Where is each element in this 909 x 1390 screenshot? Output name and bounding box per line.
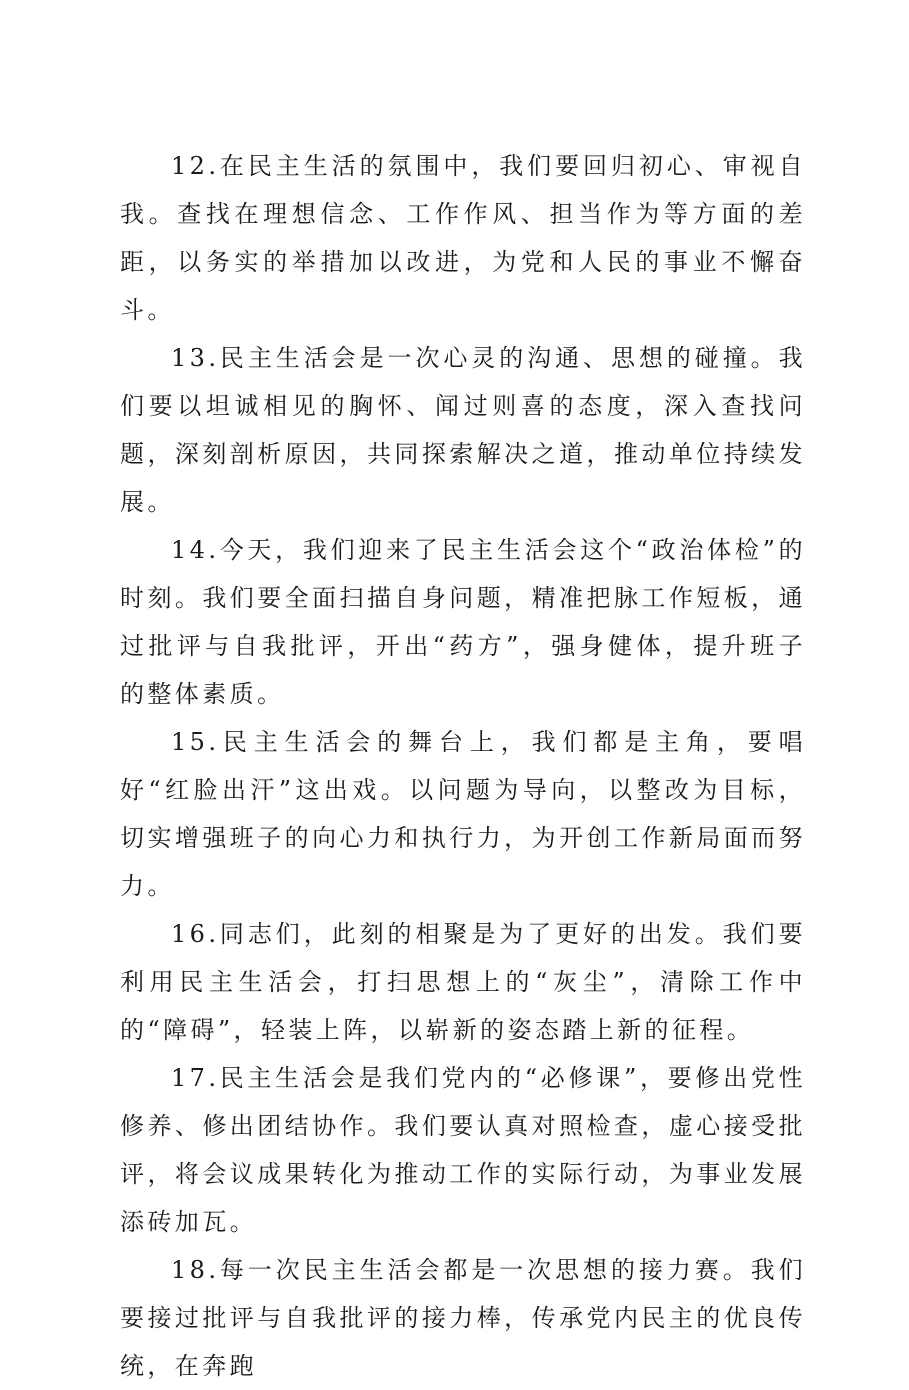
paragraph-12: [120, 142, 806, 334]
paragraph-number: 16.: [171, 920, 220, 948]
paragraph-text: 民主生活会的舞台上，我们都是主角，要唱好“红脸出汗”这出戏。以问题为导向，以整改为目标，切实增强班子的向心力和执行力，为开创工作新局面而努力。: [120, 728, 806, 900]
paragraph-number: 15.: [171, 728, 220, 756]
paragraph-number: 18.: [171, 1256, 220, 1284]
paragraph-text: 民主生活会是一次心灵的沟通、思想的碰撞。我们要以坦诚相见的胸怀、闻过则喜的态度，深入查找问题，深刻剖析原因，共同探索解决之道，推动单位持续发展。: [120, 344, 806, 516]
document-body: [120, 142, 806, 1390]
paragraph-13: [120, 334, 806, 526]
paragraph-number: 17.: [171, 1064, 220, 1092]
paragraph-text: 今天，我们迎来了民主生活会这个“政治体检”的时刻。我们要全面扫描自身问题，精准把脉工作短板，通过批评与自我批评，开出“药方”，强身健体，提升班子的整体素质。: [120, 536, 806, 708]
paragraph-text: 在民主生活的氛围中，我们要回归初心、审视自我。查找在理想信念、工作作风、担当作为等方面的差距，以务实的举措加以改进，为党和人民的事业不懈奋斗。: [120, 152, 806, 324]
paragraph-17: [120, 1054, 806, 1246]
paragraph-text: 同志们，此刻的相聚是为了更好的出发。我们要利用民主生活会，打扫思想上的“灰尘”，清除工作中的“障碍”，轻装上阵，以崭新的姿态踏上新的征程。: [120, 920, 806, 1044]
paragraph-number: 14.: [171, 536, 220, 564]
paragraph-16: [120, 910, 806, 1054]
paragraph-15: [120, 718, 806, 910]
paragraph-18: [120, 1246, 806, 1390]
paragraph-text: 每一次民主生活会都是一次思想的接力赛。我们要接过批评与自我批评的接力棒，传承党内民主的优良传统，在奔跑: [120, 1256, 806, 1380]
paragraph-number: 13.: [171, 344, 220, 372]
paragraph-text: 民主生活会是我们党内的“必修课”，要修出党性修养、修出团结协作。我们要认真对照检查，虚心接受批评，将会议成果转化为推动工作的实际行动，为事业发展添砖加瓦。: [120, 1064, 806, 1236]
paragraph-number: 12.: [171, 152, 220, 180]
paragraph-14: [120, 526, 806, 718]
